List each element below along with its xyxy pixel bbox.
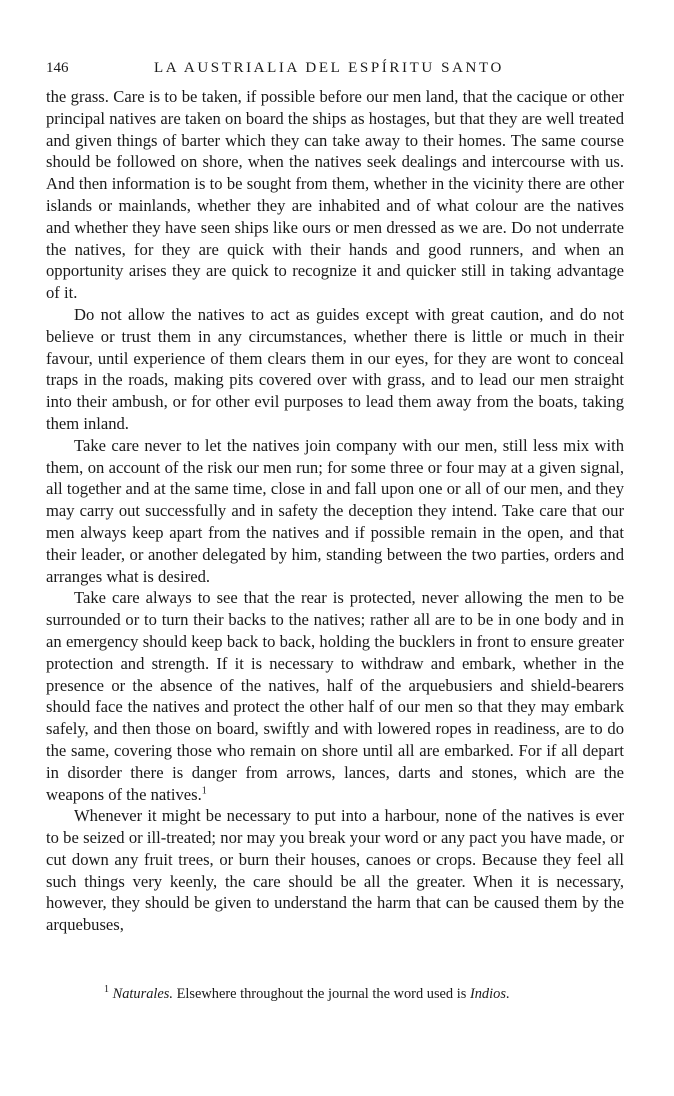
footnote-end: . [505,986,510,1002]
page-number: 146 [46,60,69,76]
footnote-text: Elsewhere throughout the journal the word used is [172,986,470,1002]
footnote [104,984,624,1004]
running-title: LA AUSTRIALIA DEL ESPÍRITU SANTO [154,60,504,76]
paragraph: Take care never to let the natives join company with our men, still less mix with them, on account of the risk our men run; for some three or four may at a given signal, all together and at the same time, close in and fall upon one or all of our men, and they may carry out successfully and in safety the deception they intend. Take care that our men always keep apart from the natives and if possible remain in the open, and that their leader, or another delegated by him, standing between the two parties, orders and arranges what is desired. [46,435,624,586]
footnote-reference: 1 [201,784,207,796]
paragraph-text: Take care always to see that the rear is protected, never allowing the men to be surrounded or to turn their backs to the natives; rather all are to be in one body and in an emergency should keep back to back, holding the bucklers in front to ensure greater protection and strength. If it is necessary to withdraw and embark, whether in the presence or the absence of the natives, half of the arquebusiers and shield-bearers should face the natives and protect the other half of our men so that they may embark safely, and then those on board, swiftly and with lowered ropes in readiness, are to do the same, covering those who remain on shore until all are embarked. For if all depart in disorder there is danger from arrows, lances, darts and stones, which are the weapons of the natives. [46,588,624,804]
footnote-term: Naturales. [112,986,173,1002]
footnote-marker: 1 [104,984,109,996]
paragraph: the grass. Care is to be taken, if possible before our men land, that the cacique or other principal natives are taken on board the ships as hostages, but that they are well treated and given things of barter which they can take away to their homes. The same course should be followed on shore, when the natives seek dealings and intercourse with us. And then information is to be sought from them, whether in the vicinity there are other islands or mainlands, whether they are inhabited and of what colour are the natives and whether they have seen ships like ours or men dressed as we are. Do not underrate the natives, for they are quick with their hands and good runners, and when an opportunity arises they are quick to recognize it and quicker still in taking advantage of it. [46,87,624,303]
footnote-term-indios: Indios [469,986,506,1002]
paragraph [46,587,624,805]
paragraph: Whenever it might be necessary to put into a harbour, none of the natives is ever to be seized or ill-treated; nor may you break your word or any pact you have made, or cut down any fruit trees, or burn their houses, canoes or crops. Because they feel all such things very keenly, the care should be all the greater. When it is necessary, however, they should be given to understand the harm that can be caused them by the arquebuses, [46,806,624,935]
paragraph: Do not allow the natives to act as guides except with great caution, and do not believe or trust them in any circumstances, whether there is little or much in their favour, until experience of them clears them in our eyes, for they are wont to conceal traps in the roads, making pits covered over with grass, and to lead our men straight into their ambush, or for other evil purposes to lead them away from the boats, taking them inland. [46,304,624,433]
body-text [46,86,624,936]
